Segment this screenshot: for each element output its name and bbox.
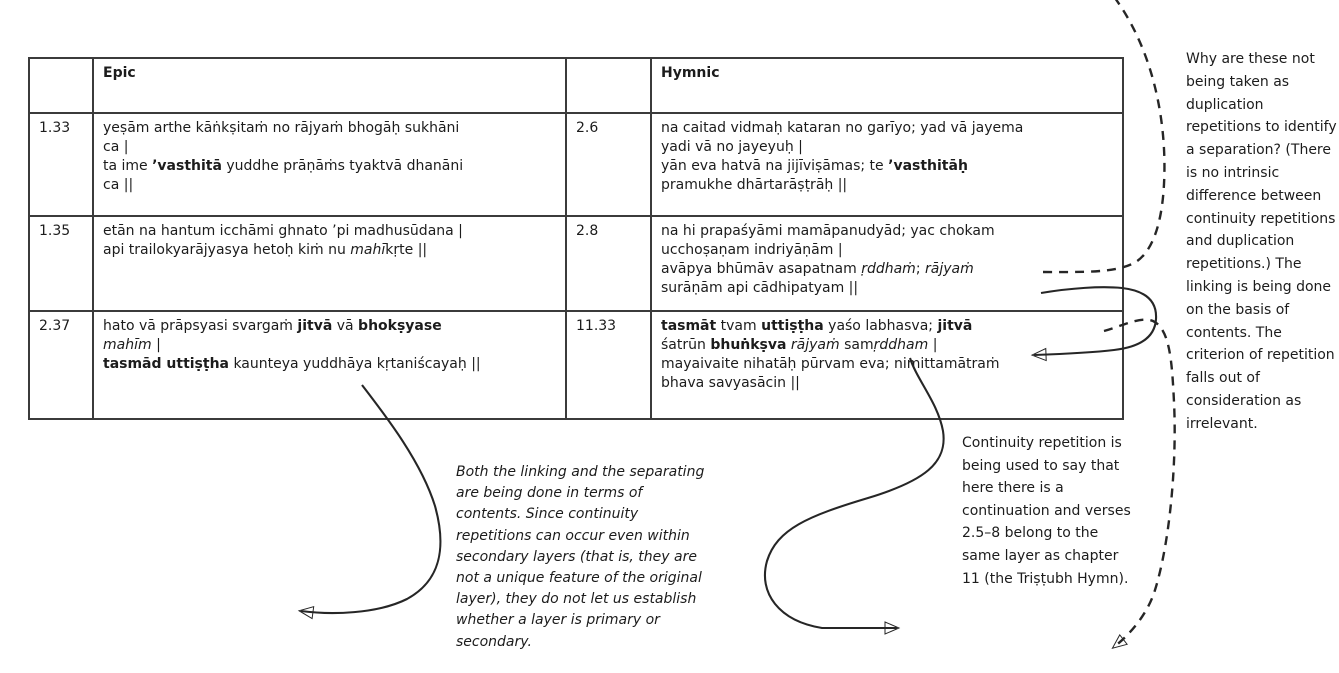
verse-cell-hymnic: tasmāt tvam uttiṣṭha yaśo labhasva; jitvā śatrūn bhuṅkṣva rājyaṁ samṛddham | mayaivaite nihatāḥ pūrvam eva; nimittamātraṁ bhava savyasācin ||: [651, 311, 1123, 419]
verse-cell-hymnic: na caitad vidmaḥ kataran no garīyo; yad vā jayema yadi vā no jayeyuḥ | yān eva hatvā na jijīviṣāmas; te ’vasthitāḥ pramukhe dhārtarāṣṭrāḥ ||: [651, 113, 1123, 216]
verse-ref-epic: 1.33: [29, 113, 93, 216]
verse-ref-hymnic: 2.6: [566, 113, 651, 216]
table-row: [29, 216, 1123, 311]
header-blank-hymnic-ref: [566, 58, 651, 113]
verse-cell-epic: etān na hantum icchāmi ghnato ’pi madhusūdana | api trailokyarājyasya hetoḥ kiṁ nu mahīkṛte ||: [93, 216, 566, 311]
verse-ref-epic: 1.35: [29, 216, 93, 311]
table-row: [29, 113, 1123, 216]
annotation-duplication-question: Why are these not being taken as duplication repetitions to identify a separation? (There is no intrinsic difference between continuity repetitions and duplication repetitions.) The linking is being done on the basis of contents. The criterion of repetition falls out of consideration as irrelevant.: [1186, 51, 1337, 432]
verse-cell-epic: yeṣām arthe kāṅkṣitaṁ no rājyaṁ bhogāḥ sukhāni ca | ta ime ’vasthitā yuddhe prāṇāṁs tyaktvā dhanāni ca ||: [93, 113, 566, 216]
table-row: [29, 311, 1123, 419]
verse-cell-epic: hato vā prāpsyasi svargaṁ jitvā vā bhokṣyase mahīm | tasmād uttiṣṭha kaunteya yuddhāya kṛtaniścayaḥ ||: [93, 311, 566, 419]
verse-cell-hymnic: na hi prapaśyāmi mamāpanudyād; yac chokam ucchoṣaṇam indriyāṇām | avāpya bhūmāv asapatnam ṛddhaṁ; rājyaṁ surāṇām api cādhipatyam ||: [651, 216, 1123, 311]
verse-comparison-table: [28, 57, 1124, 420]
annotation-linking-separating: Both the linking and the separating are being done in terms of contents. Since continuity repetitions can occur even within secondary layers (that is, they are not a unique feature of the original layer), they do not let us establish whether a layer is primary or secondary.: [456, 464, 705, 650]
header-hymnic: Hymnic: [651, 58, 1123, 113]
header-epic: Epic: [93, 58, 566, 113]
annotation-continuity-repetition: Continuity repetition is being used to say that here there is a continuation and verses 2.5–8 belong to the same layer as chapter 11 (the Triṣṭubh Hymn).: [962, 435, 1131, 587]
verse-ref-hymnic: 11.33: [566, 311, 651, 419]
verse-ref-hymnic: 2.8: [566, 216, 651, 311]
header-blank-epic-ref: [29, 58, 93, 113]
verse-ref-epic: 2.37: [29, 311, 93, 419]
